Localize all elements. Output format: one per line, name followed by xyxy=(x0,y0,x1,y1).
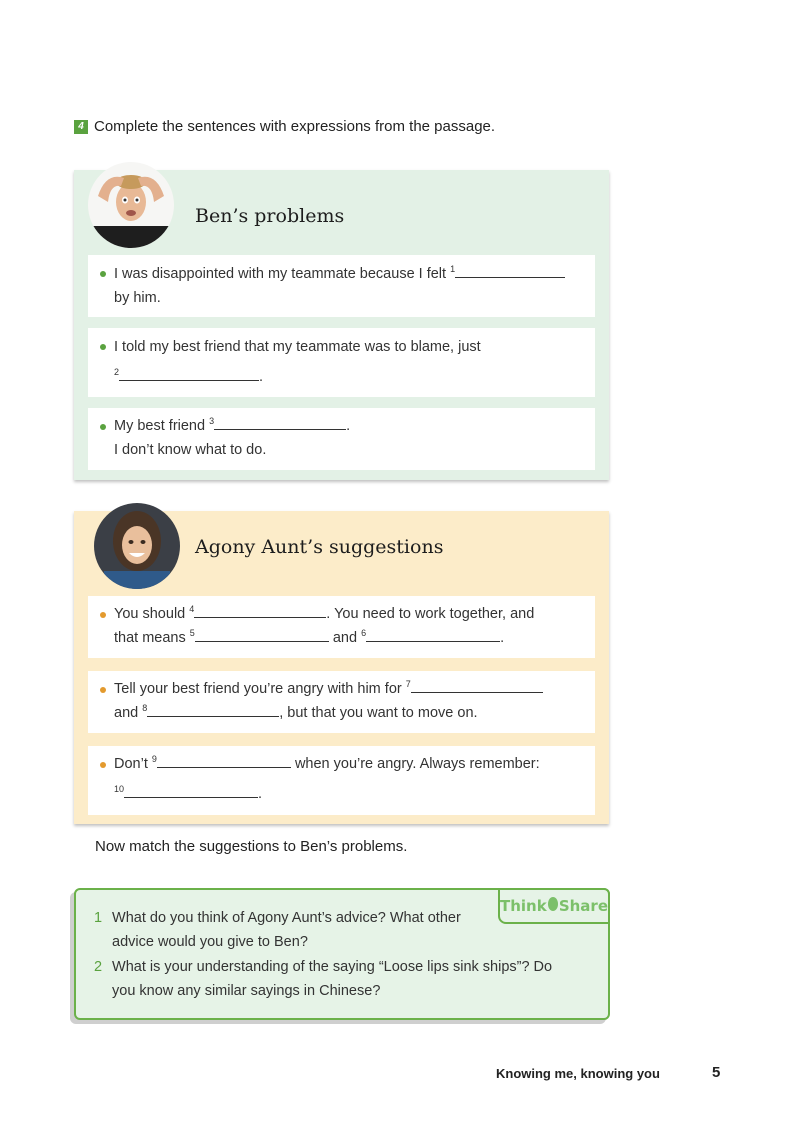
exercise-number-badge: 4 xyxy=(74,120,88,134)
blank-number-5: 5 xyxy=(189,628,195,639)
page-number: 5 xyxy=(712,1064,721,1081)
blank-number-4: 4 xyxy=(189,604,195,615)
answer-blank-1[interactable] xyxy=(455,262,565,278)
blank-number-7: 7 xyxy=(405,679,411,690)
lightbulb-icon xyxy=(548,897,558,911)
answer-blank-9[interactable] xyxy=(157,752,291,768)
agony-aunt-panel xyxy=(74,511,609,824)
problem-3-text-cont: I don’t know what to do. xyxy=(114,442,267,458)
bullet-icon xyxy=(100,612,106,618)
answer-blank-5[interactable] xyxy=(195,626,329,642)
footer-unit-title: Knowing me, knowing you xyxy=(496,1066,660,1081)
ben-problem-card-1 xyxy=(88,255,595,317)
ben-problem-card-3: My best friend $^3$ . I don’t know what to do. xyxy=(88,408,595,470)
think-share-box xyxy=(74,888,610,1020)
blank-number-3: 3 xyxy=(209,416,215,427)
think-label: Think xyxy=(500,897,547,915)
aunt-suggestion-card-3: Don’t $^9$ when you’re angry. Always remember: $^{10}$ . xyxy=(88,746,595,815)
bullet-icon xyxy=(100,271,106,277)
aunt-portrait-icon xyxy=(94,503,180,589)
answer-blank-8[interactable] xyxy=(147,701,279,717)
bullet-icon xyxy=(100,762,106,768)
problem-2-text: I told my best friend that my teammate was to blame, just xyxy=(114,339,481,355)
aunt-suggestion-card-1: You should $^4$ . You need to work together, and that means $^5$ and $^6$ . xyxy=(88,596,595,658)
ben-portrait-icon xyxy=(88,162,174,248)
blank-number-2: 2 xyxy=(114,367,120,378)
answer-blank-4[interactable] xyxy=(194,602,326,618)
question-1: 1 What do you think of Agony Aunt’s advice? What other advice would you give to Ben? xyxy=(94,910,461,950)
answer-blank-10[interactable] xyxy=(124,782,258,798)
suggestion-1-text: You should xyxy=(114,606,186,622)
bullet-icon xyxy=(100,687,106,693)
problem-1-text: I was disappointed with my teammate because I felt xyxy=(114,266,447,282)
problem-1-text-cont: by him. xyxy=(114,290,161,306)
blank-number-6: 6 xyxy=(361,628,367,639)
agony-aunt-title: Agony Aunt’s suggestions xyxy=(195,536,444,558)
blank-number-10: 10 xyxy=(114,784,125,795)
blank-number-8: 8 xyxy=(142,703,148,714)
ben-problem-card-2: I told my best friend that my teammate was to blame, just $^2$ . xyxy=(88,328,595,397)
agony-aunt-avatar xyxy=(94,503,180,589)
bullet-icon xyxy=(100,424,106,430)
ben-avatar xyxy=(88,162,174,248)
problem-3-text: My best friend xyxy=(114,418,206,434)
suggestion-3-text: Don’t xyxy=(114,756,148,772)
blank-number-9: 9 xyxy=(151,754,157,765)
suggestion-2-text: Tell your best friend you’re angry with him for xyxy=(114,681,402,697)
instruction-text: Complete the sentences with expressions from the passage. xyxy=(94,118,496,135)
share-label: Share xyxy=(558,897,608,915)
blank-number-1: 1 xyxy=(450,264,456,275)
answer-blank-3[interactable] xyxy=(214,414,346,430)
bullet-icon xyxy=(100,344,106,350)
exercise-instruction xyxy=(74,118,495,135)
match-instruction: Now match the suggestions to Ben’s problems. xyxy=(95,838,408,855)
aunt-suggestion-card-2: Tell your best friend you’re angry with him for $^7$ and $^8$ , but that you want to move on. xyxy=(88,671,595,733)
ben-problems-panel xyxy=(74,170,609,480)
ben-problems-title: Ben’s problems xyxy=(195,205,345,227)
answer-blank-7[interactable] xyxy=(411,677,543,693)
think-share-tab xyxy=(498,888,610,924)
answer-blank-2[interactable] xyxy=(119,365,259,381)
answer-blank-6[interactable] xyxy=(366,626,500,642)
question-2: 2 What is your understanding of the saying “Loose lips sink ships”? Do you know any similar sayings in Chinese? xyxy=(94,959,553,999)
